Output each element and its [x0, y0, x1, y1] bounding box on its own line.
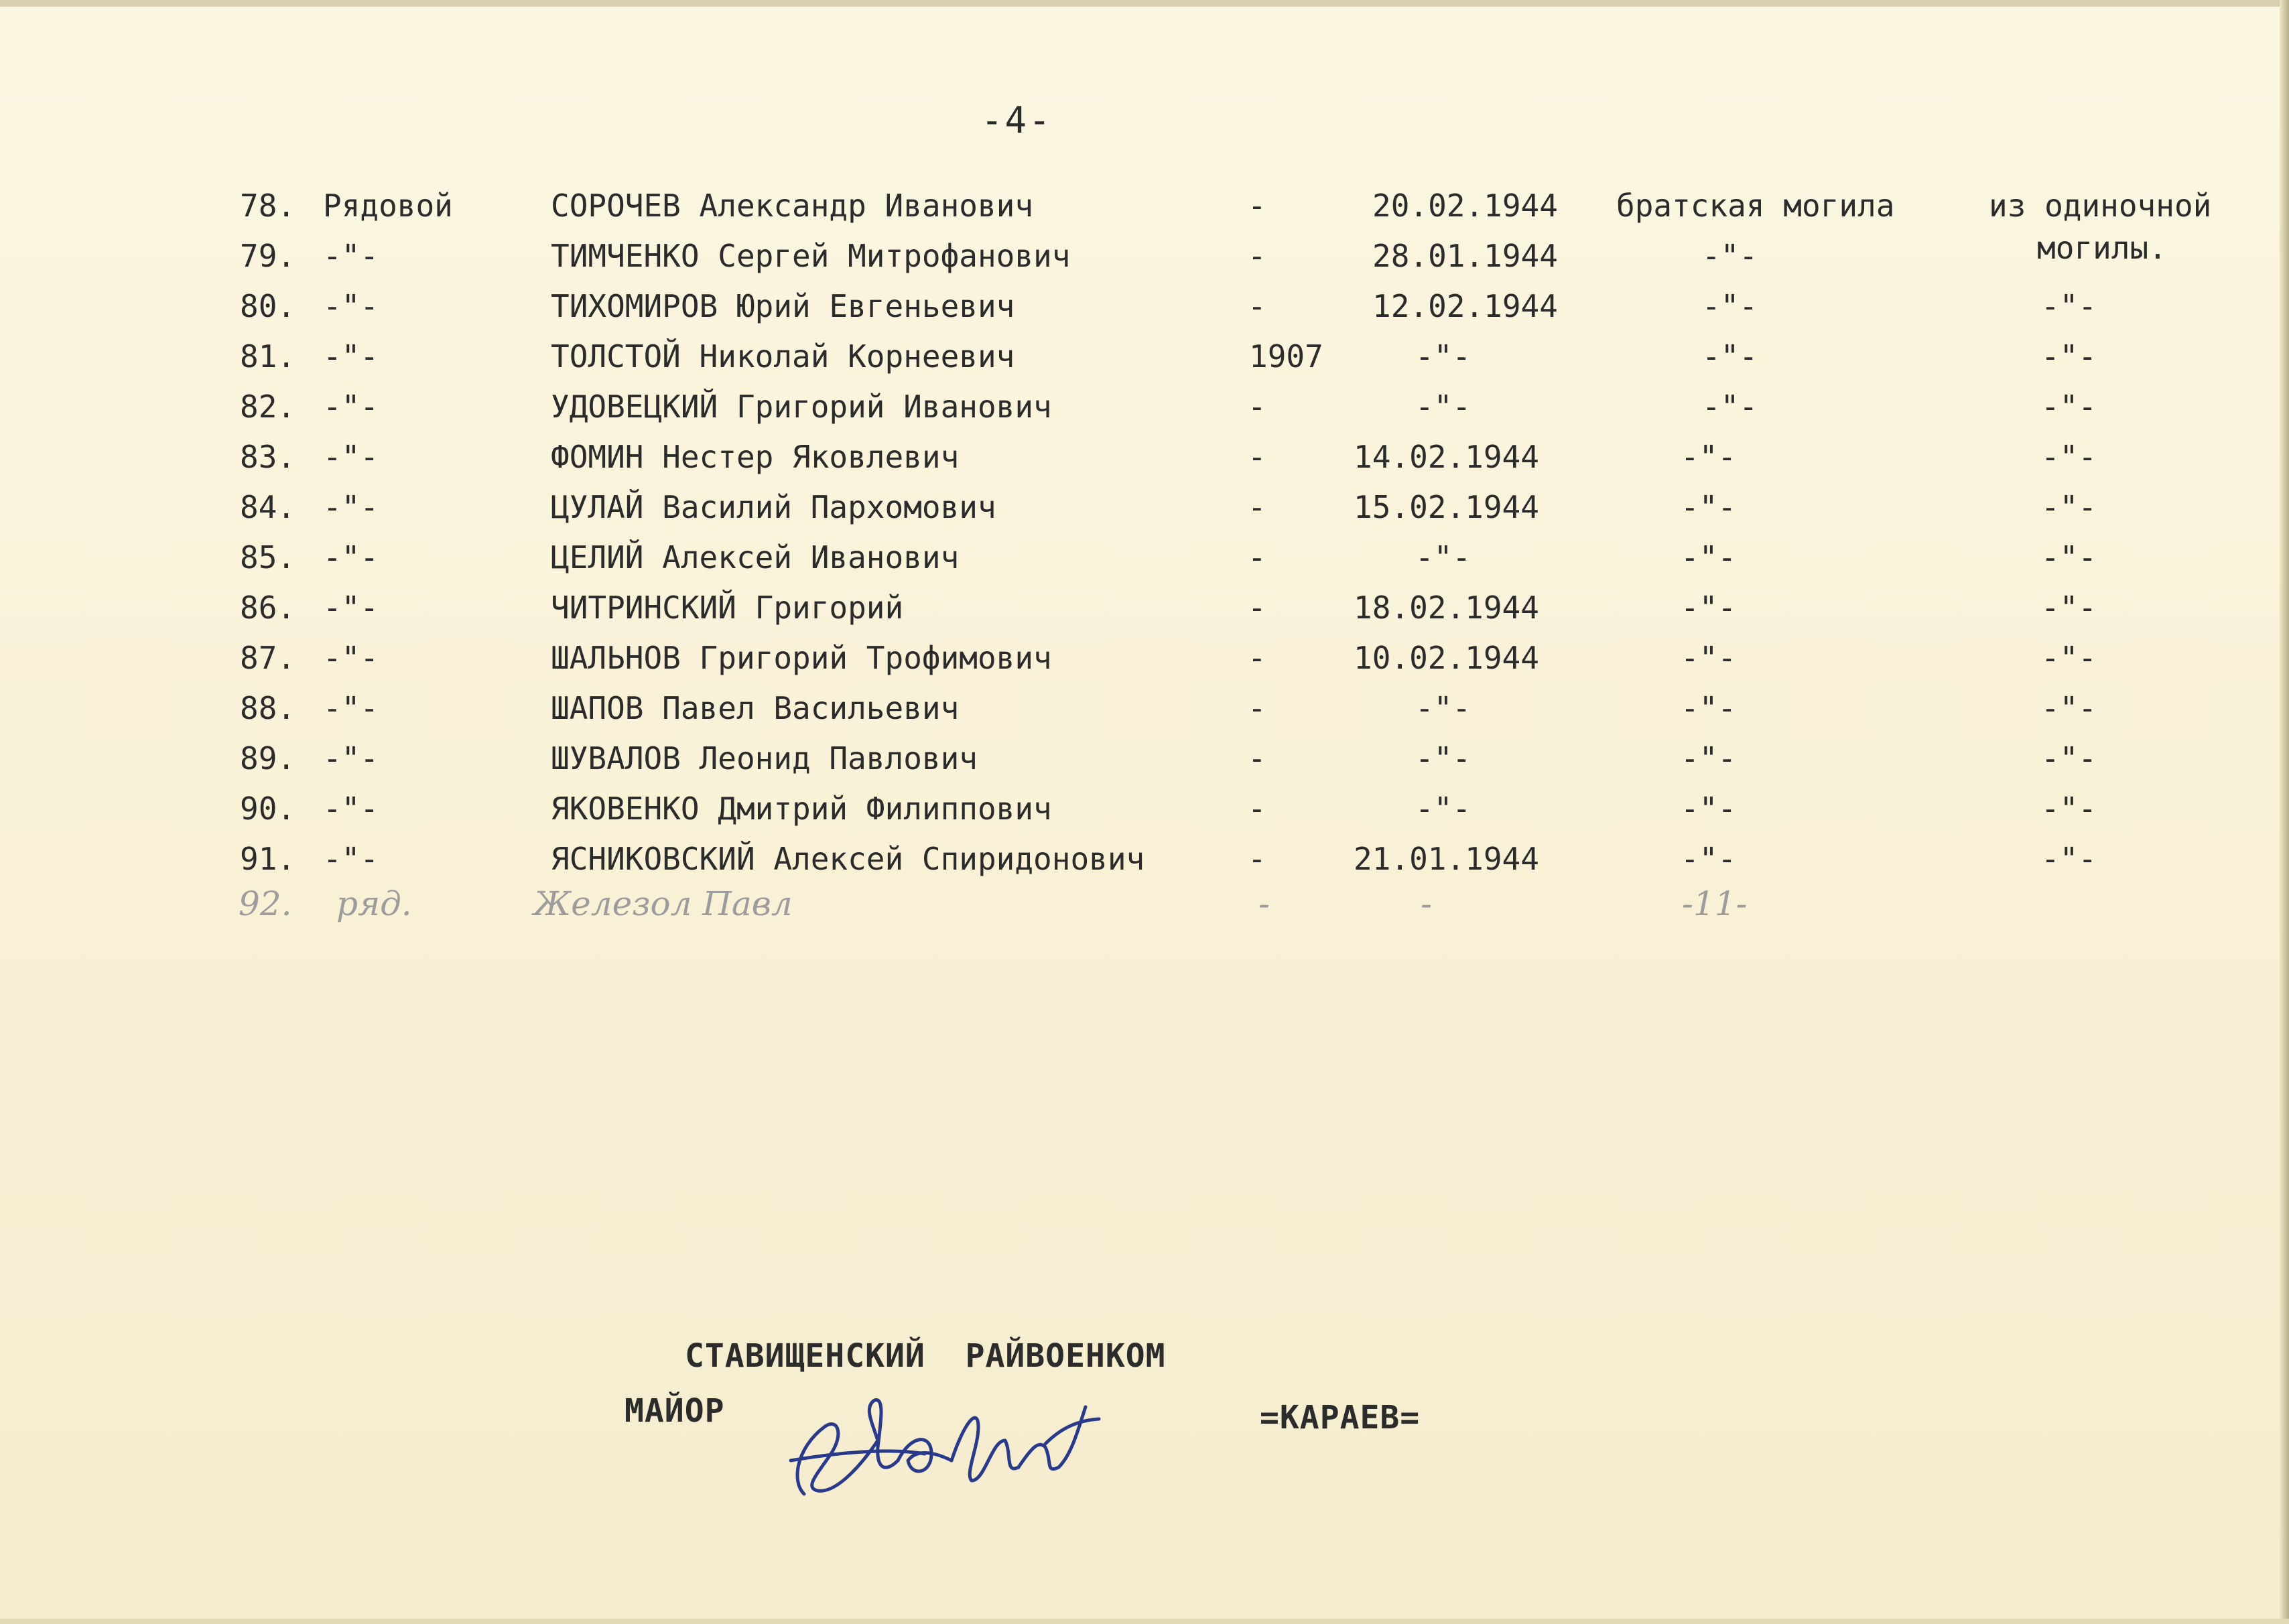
row-reburial: -"-: [2041, 740, 2097, 776]
handwritten-row-date: -: [1421, 884, 1432, 923]
row-name: ЯСНИКОВСКИЙ Алексей Спиридонович: [551, 841, 1145, 877]
row-number: 86.: [240, 590, 296, 626]
row-rank: -"-: [323, 489, 379, 525]
row-born: -: [1248, 791, 1266, 827]
row-born: -: [1248, 590, 1266, 626]
row-burial: -"-: [1702, 288, 1758, 324]
row-date: 15.02.1944: [1354, 489, 1539, 525]
row-name: ТИХОМИРОВ Юрий Евгеньевич: [551, 288, 1015, 324]
row-burial: братская могила: [1616, 188, 1895, 224]
row-born: 1907: [1249, 338, 1323, 375]
row-name: ТИМЧЕНКО Сергей Митрофанович: [551, 238, 1071, 274]
row-reburial: -"-: [2041, 539, 2097, 576]
row-number: 78.: [240, 188, 296, 224]
row-burial: -"-: [1681, 690, 1737, 726]
row-number: 83.: [240, 439, 296, 475]
handwritten-row-burial: -11-: [1682, 884, 1748, 923]
row-reburial: -"-: [2041, 288, 2097, 324]
row-reburial: -"-: [2041, 489, 2097, 525]
row-rank: -"-: [323, 338, 379, 375]
handwritten-signature: [764, 1380, 1139, 1514]
table-row: [0, 633, 2289, 683]
row-name: ЧИТРИНСКИЙ Григорий: [551, 590, 904, 626]
row-date: 18.02.1944: [1354, 590, 1539, 626]
handwritten-row-name: Железол Павл: [533, 884, 793, 923]
row-number: 79.: [240, 238, 296, 274]
row-born: -: [1248, 539, 1266, 576]
row-born: -: [1248, 740, 1266, 776]
table-row: [0, 382, 2289, 432]
row-rank: -"-: [323, 288, 379, 324]
row-burial: -"-: [1702, 338, 1758, 375]
row-reburial: -"-: [2041, 690, 2097, 726]
row-number: 88.: [240, 690, 296, 726]
row-born: -: [1248, 238, 1266, 274]
row-name: ФОМИН Нестер Яковлевич: [551, 439, 960, 475]
row-rank: -"-: [323, 439, 379, 475]
row-number: 82.: [240, 389, 296, 425]
row-date: -"-: [1415, 791, 1472, 827]
row-date: -"-: [1415, 389, 1472, 425]
table-row: [0, 784, 2289, 834]
table-row: [0, 332, 2289, 382]
row-date: 10.02.1944: [1354, 640, 1539, 676]
table-row: [0, 482, 2289, 533]
row-born: -: [1248, 489, 1266, 525]
row-number: 87.: [240, 640, 296, 676]
row-burial: -"-: [1681, 539, 1737, 576]
signature-rank: МАЙОР: [625, 1392, 725, 1430]
row-number: 80.: [240, 288, 296, 324]
row-rank: -"-: [323, 640, 379, 676]
row-burial: -"-: [1681, 489, 1737, 525]
row-burial: -"-: [1681, 590, 1737, 626]
row-born: -: [1248, 288, 1266, 324]
row-born: -: [1248, 439, 1266, 475]
table-row: [0, 181, 2289, 231]
row-name: ШУВАЛОВ Леонид Павлович: [551, 740, 978, 776]
row-burial: -"-: [1681, 439, 1737, 475]
page-number: -4-: [981, 99, 1053, 141]
row-name: ТОЛСТОЙ Николай Корнеевич: [551, 338, 1015, 375]
handwritten-row-rank: ряд.: [336, 884, 412, 923]
row-date: -"-: [1415, 740, 1472, 776]
row-date: 21.01.1944: [1354, 841, 1539, 877]
paper-top-edge: [0, 0, 2289, 7]
row-rank: -"-: [323, 690, 379, 726]
row-rank: -"-: [323, 389, 379, 425]
row-reburial: -"-: [2041, 338, 2097, 375]
row-born: -: [1248, 188, 1266, 224]
row-date: -"-: [1415, 338, 1472, 375]
row-reburial: из одиночной: [1989, 188, 2212, 224]
row-reburial: -"-: [2041, 439, 2097, 475]
signature-organization: СТАВИЩЕНСКИЙ РАЙВОЕНКОМ: [685, 1337, 1166, 1375]
row-date: 28.01.1944: [1372, 238, 1558, 274]
signature-name: =КАРАЕВ=: [1260, 1399, 1421, 1436]
handwritten-row-born: -: [1258, 884, 1270, 923]
table-row: [0, 281, 2289, 332]
row-reburial: -"-: [2041, 590, 2097, 626]
row-rank: -"-: [323, 238, 379, 274]
row-reburial: -"-: [2041, 640, 2097, 676]
row-burial: -"-: [1702, 238, 1758, 274]
row-rank: -"-: [323, 740, 379, 776]
row-date: 14.02.1944: [1354, 439, 1539, 475]
row-reburial: могилы.: [2037, 230, 2167, 266]
row-burial: -"-: [1681, 841, 1737, 877]
row-name: ЦЕЛИЙ Алексей Иванович: [551, 539, 960, 576]
row-number: 84.: [240, 489, 296, 525]
row-name: ШАПОВ Павел Васильевич: [551, 690, 960, 726]
row-born: -: [1248, 389, 1266, 425]
row-born: -: [1248, 640, 1266, 676]
paper-bottom-edge: [0, 1619, 2289, 1624]
row-date: 12.02.1944: [1372, 288, 1558, 324]
table-row: [0, 432, 2289, 482]
row-number: 85.: [240, 539, 296, 576]
row-number: 89.: [240, 740, 296, 776]
table-row: [0, 533, 2289, 583]
table-row: [0, 231, 2289, 281]
table-row: [0, 834, 2289, 884]
row-number: 81.: [240, 338, 296, 375]
row-date: -"-: [1415, 539, 1472, 576]
row-burial: -"-: [1681, 740, 1737, 776]
row-name: ШАЛЬНОВ Григорий Трофимович: [551, 640, 1052, 676]
row-number: 91.: [240, 841, 296, 877]
row-date: -"-: [1415, 690, 1472, 726]
handwritten-row-number: 92.: [239, 884, 292, 923]
row-reburial: -"-: [2041, 791, 2097, 827]
row-name: СОРОЧЕВ Александр Иванович: [551, 188, 1034, 224]
table-row: [0, 734, 2289, 784]
row-name: ЯКОВЕНКО Дмитрий Филиппович: [551, 791, 1052, 827]
row-rank: -"-: [323, 539, 379, 576]
table-row: [0, 683, 2289, 734]
row-number: 90.: [240, 791, 296, 827]
row-rank: Рядовой: [323, 188, 453, 224]
row-rank: -"-: [323, 841, 379, 877]
row-name: УДОВЕЦКИЙ Григорий Иванович: [551, 389, 1052, 425]
table-row: [0, 583, 2289, 633]
row-born: -: [1248, 690, 1266, 726]
row-rank: -"-: [323, 590, 379, 626]
row-burial: -"-: [1681, 640, 1737, 676]
row-reburial: -"-: [2041, 841, 2097, 877]
row-born: -: [1248, 841, 1266, 877]
row-name: ЦУЛАЙ Василий Пархомович: [551, 489, 996, 525]
row-date: 20.02.1944: [1372, 188, 1558, 224]
row-burial: -"-: [1702, 389, 1758, 425]
row-reburial: -"-: [2041, 389, 2097, 425]
row-burial: -"-: [1681, 791, 1737, 827]
row-rank: -"-: [323, 791, 379, 827]
